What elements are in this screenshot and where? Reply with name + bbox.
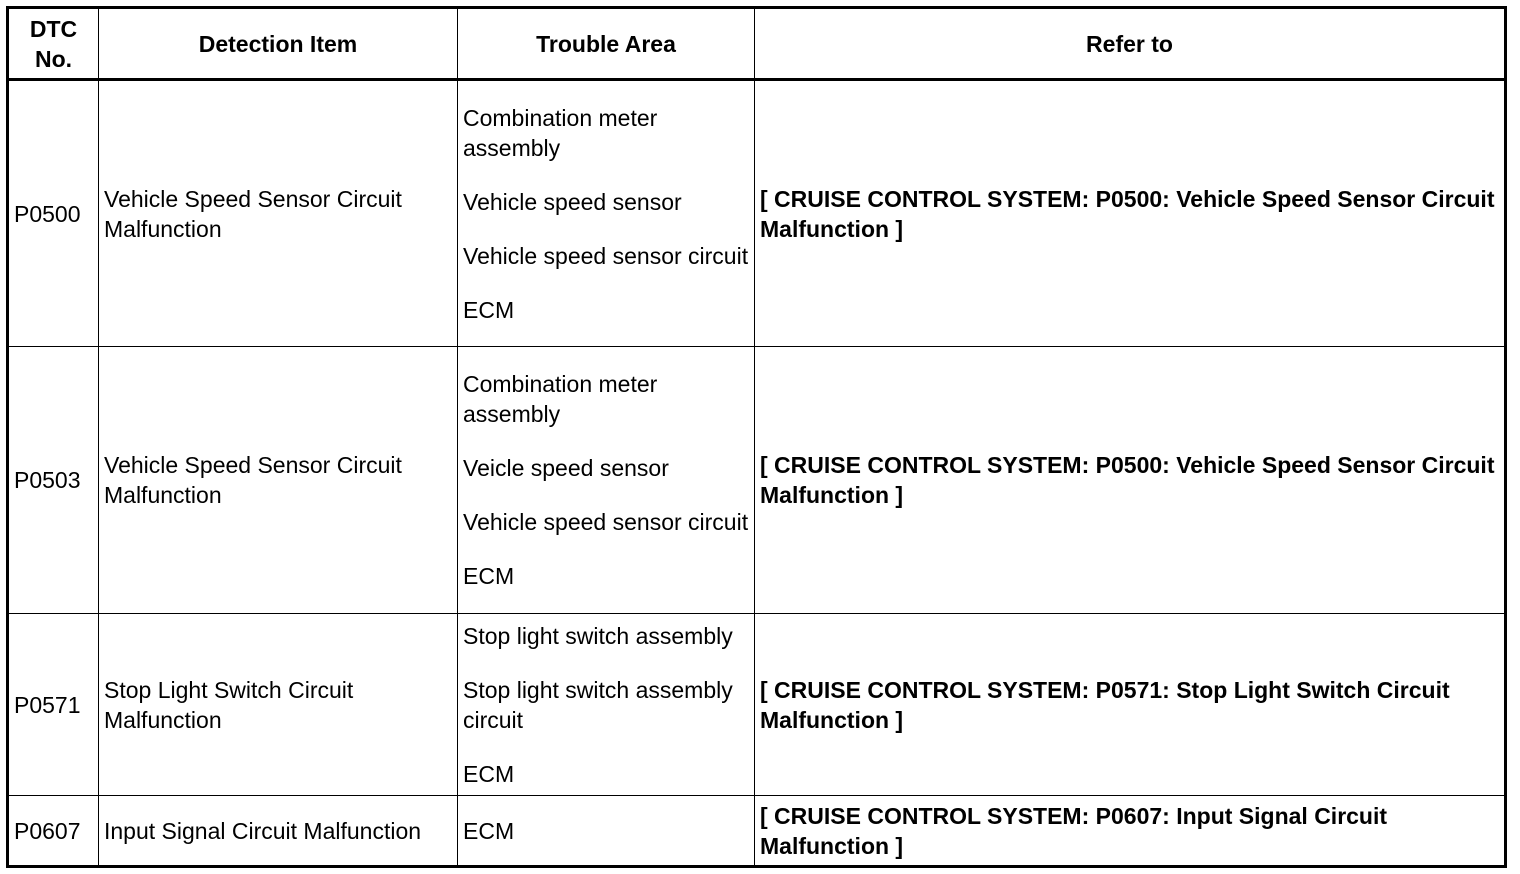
trouble-area-item: Combination meter assembly	[463, 104, 658, 161]
refer-to-cell	[755, 347, 1506, 614]
refer-to-link[interactable]: [ CRUISE CONTROL SYSTEM: P0500: Vehicle Speed Sensor Circuit Malfunction ]	[760, 185, 1495, 242]
trouble-area-item: ECM	[463, 296, 515, 323]
header-detection-item: Detection Item	[99, 8, 458, 80]
table-header	[8, 8, 1506, 80]
refer-to-link[interactable]: [ CRUISE CONTROL SYSTEM: P0571: Stop Light Switch Circuit Malfunction ]	[760, 676, 1450, 733]
header-row	[8, 8, 1506, 80]
dtc-code-cell: P0503	[8, 347, 99, 614]
dtc-code-cell: P0500	[8, 80, 99, 347]
trouble-area-item: Combination meter assembly	[463, 371, 658, 427]
dtc-table	[6, 6, 1507, 868]
trouble-area-cell	[458, 796, 755, 867]
trouble-area-item: ECM	[463, 817, 515, 844]
dtc-code-cell: P0571	[8, 614, 99, 796]
refer-to-cell	[755, 80, 1506, 347]
refer-to-cell	[755, 614, 1506, 796]
header-dtc-no: DTC No.	[8, 8, 99, 80]
trouble-area-item: Vehicle speed sensor circuit	[463, 242, 749, 269]
trouble-area-item: Vehicle speed sensor circuit	[463, 509, 749, 535]
trouble-area-item: Stop light switch assembly	[463, 622, 733, 649]
detection-item-cell: Vehicle Speed Sensor Circuit Malfunction	[99, 347, 458, 614]
trouble-area-item: ECM	[463, 760, 515, 787]
table-row	[8, 614, 1506, 796]
table-body	[8, 80, 1506, 867]
trouble-area-item: ECM	[463, 563, 515, 589]
trouble-area-item: Stop light switch assembly circuit	[463, 676, 733, 733]
trouble-area-cell	[458, 614, 755, 796]
table-row	[8, 347, 1506, 614]
refer-to-link[interactable]: [ CRUISE CONTROL SYSTEM: P0607: Input Signal Circuit Malfunction ]	[760, 802, 1388, 859]
trouble-area-cell	[458, 80, 755, 347]
detection-item-cell: Stop Light Switch Circuit Malfunction	[99, 614, 458, 796]
refer-to-cell	[755, 796, 1506, 867]
table-row	[8, 80, 1506, 347]
trouble-area-item: Veicle speed sensor	[463, 455, 669, 481]
dtc-code-cell: P0607	[8, 796, 99, 867]
header-trouble-area: Trouble Area	[458, 8, 755, 80]
header-refer-to: Refer to	[755, 8, 1506, 80]
trouble-area-item: Vehicle speed sensor	[463, 188, 682, 215]
detection-item-cell: Input Signal Circuit Malfunction	[99, 796, 458, 867]
detection-item-cell: Vehicle Speed Sensor Circuit Malfunction	[99, 80, 458, 347]
refer-to-link[interactable]: [ CRUISE CONTROL SYSTEM: P0500: Vehicle Speed Sensor Circuit Malfunction ]	[760, 452, 1495, 508]
trouble-area-cell	[458, 347, 755, 614]
table-row	[8, 796, 1506, 867]
